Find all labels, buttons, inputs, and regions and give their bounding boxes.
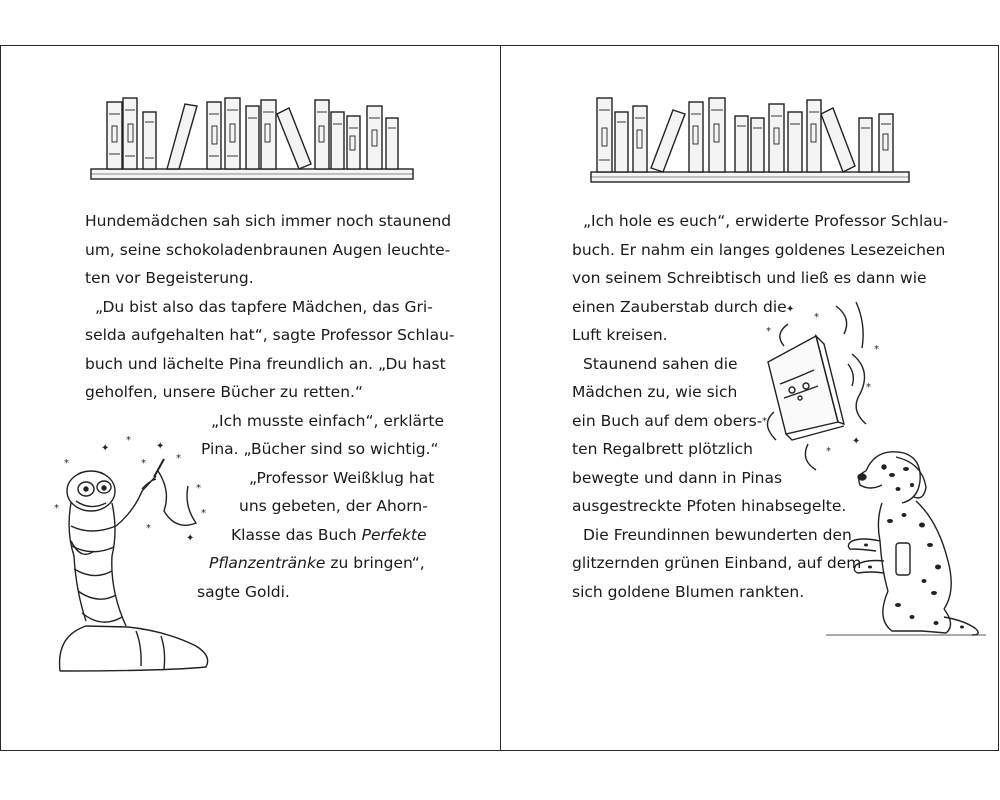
- text-line: Staunend sahen die: [583, 355, 738, 373]
- svg-text:*: *: [201, 508, 206, 519]
- svg-text:✦: ✦: [852, 436, 861, 447]
- text-span: Klasse das Buch: [231, 526, 357, 544]
- text-line: „Ich hole es euch“, erwiderte Professor Schlau-: [583, 212, 949, 230]
- text-line: [209, 553, 425, 573]
- text-line: buch und lächelte Pina freundlich an. „Du hast: [85, 355, 446, 373]
- text-line: „Professor Weißklug hat: [249, 469, 435, 487]
- svg-text:*: *: [874, 344, 879, 355]
- svg-text:*: *: [126, 435, 131, 446]
- text-line: [231, 525, 427, 545]
- text-line: ausgestreckte Pfoten hinabsegelte.: [572, 497, 847, 515]
- text-span: zu bringen“,: [330, 554, 425, 572]
- text-line: Luft kreisen.: [572, 326, 668, 344]
- text-line: von seinem Schreibtisch und ließ es dann wie: [572, 269, 927, 287]
- text-line: „Ich musste einfach“, erklärte: [211, 412, 445, 430]
- text-line: buch. Er nahm ein langes goldenes Lesezeichen: [572, 241, 946, 259]
- text-line: uns gebeten, der Ahorn-: [239, 497, 428, 515]
- svg-text:*: *: [766, 326, 771, 337]
- text-line: um, seine schokoladenbraunen Augen leuchte-: [85, 241, 451, 259]
- svg-text:✦: ✦: [786, 304, 795, 315]
- text-line: ten Regalbrett plötzlich: [572, 440, 753, 458]
- dalmatian-puppy-illustration: [826, 441, 986, 636]
- bookshelf-illustration: [89, 94, 419, 189]
- book-title-italic: Pflanzentränke: [209, 554, 326, 572]
- svg-text:*: *: [176, 453, 181, 464]
- bookworm-illustration: [46, 431, 216, 676]
- text-line: einen Zauberstab durch die: [572, 298, 787, 316]
- text-line: ten vor Begeisterung.: [85, 269, 254, 287]
- text-line: bewegte und dann in Pinas: [572, 469, 783, 487]
- text-line: Hundemädchen sah sich immer noch staunend: [85, 212, 452, 230]
- svg-text:*: *: [866, 382, 871, 393]
- text-line: geholfen, unsere Bücher zu retten.“: [85, 383, 363, 401]
- text-line: sich goldene Blumen rankten.: [572, 583, 805, 601]
- text-line: glitzernden grünen Einband, auf dem: [572, 554, 862, 572]
- svg-text:✦: ✦: [186, 533, 195, 544]
- svg-text:*: *: [146, 523, 151, 534]
- text-line: selda aufgehalten hat“, sagte Professor Schlau-: [85, 326, 455, 344]
- svg-text:*: *: [64, 458, 69, 469]
- svg-text:*: *: [826, 446, 831, 457]
- text-line: Die Freundinnen bewunderten den: [583, 526, 852, 544]
- svg-text:*: *: [141, 458, 146, 469]
- svg-text:*: *: [762, 416, 767, 427]
- svg-text:*: *: [814, 312, 819, 323]
- text-line: ein Buch auf dem obers-: [572, 412, 763, 430]
- svg-text:*: *: [54, 503, 59, 514]
- text-line: sagte Goldi.: [197, 583, 290, 601]
- svg-text:✦: ✦: [156, 441, 165, 452]
- svg-text:*: *: [196, 483, 201, 494]
- text-line: Mädchen zu, wie sich: [572, 383, 738, 401]
- svg-text:✦: ✦: [101, 443, 110, 454]
- text-line: „Du bist also das tapfere Mädchen, das Gri-: [95, 298, 433, 316]
- book-spread: [0, 45, 999, 751]
- text-line: Pina. „Bücher sind so wichtig.“: [201, 440, 439, 458]
- right-page: [501, 46, 1000, 750]
- left-page: [1, 46, 500, 750]
- book-title-italic: Perfekte: [361, 526, 427, 544]
- bookshelf-illustration: [589, 94, 911, 189]
